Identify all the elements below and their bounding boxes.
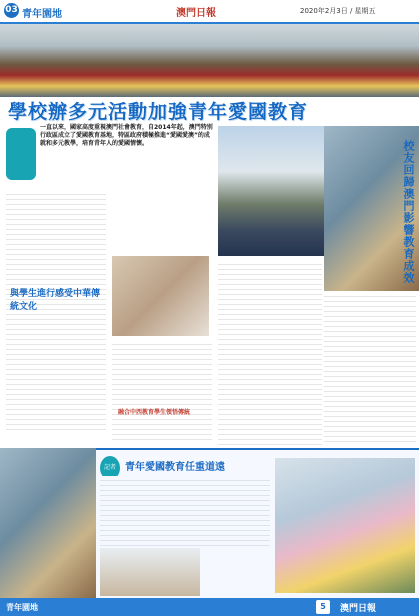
group-photo xyxy=(0,24,419,97)
cultural-activity-photos xyxy=(0,448,96,598)
interview-photo xyxy=(112,256,209,336)
reporter-tag: 記者 xyxy=(100,456,120,480)
footer-section-name: 青年園地 xyxy=(6,603,38,612)
section-number-badge: 03 xyxy=(4,3,19,18)
costume-group-photo xyxy=(275,458,415,593)
article-column-3 xyxy=(218,260,322,445)
article-column-2 xyxy=(112,340,212,440)
vertical-title: 校友回歸澳門影響教育成效 xyxy=(402,140,415,284)
building-photo xyxy=(100,548,200,596)
footer-masthead: 澳門日報 xyxy=(340,604,377,614)
headline: 學校辦多元活動加強青年愛國教育 xyxy=(8,101,309,123)
intro-badge-graphic xyxy=(6,128,36,180)
issue-date: 2020年2月3日 / 星期五 xyxy=(300,7,376,15)
masthead: 澳門日報 xyxy=(176,8,216,19)
section-name: 青年園地 xyxy=(22,9,62,20)
mid-caption: 融合中西教育學生領悟傳統 xyxy=(118,409,191,416)
subhead-left: 與學生進行感受中華傳統文化 xyxy=(10,289,101,312)
feature-band-text xyxy=(100,476,270,546)
page-number: 5 xyxy=(316,600,330,614)
intro-text: 一直以來，國家高度重視澳門社會教育，自2014年起，澳門特別行政區成立了愛國教育基地，特區政府積極推進“愛國愛澳”的成就和多元教學，培育青年人的愛國情懷。 xyxy=(40,124,213,147)
article-column-4 xyxy=(324,292,416,442)
feature-band-title: 青年愛國教育任重道遠 xyxy=(125,462,225,473)
